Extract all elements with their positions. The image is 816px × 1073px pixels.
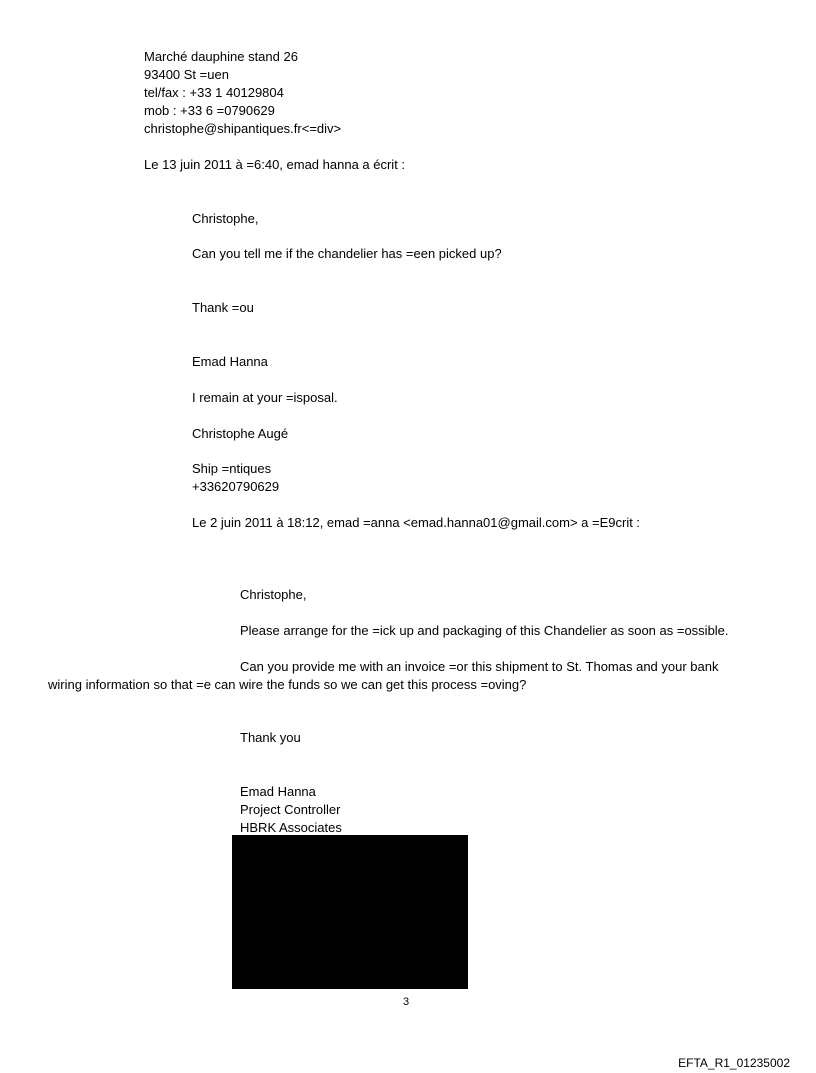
reply-header: Le 13 juin 2011 à =6:40, emad hanna a écrit : — [144, 157, 406, 172]
email2-paragraph2-line2: wiring information so that =e can wire the funds so we can get this process =oving? — [48, 677, 527, 692]
email2-greeting: Christophe, — [240, 587, 307, 602]
email1-company: Ship =ntiques — [192, 461, 272, 476]
address-line-2: 93400 St =uen — [144, 67, 229, 82]
email1-disposal: I remain at your =isposal. — [192, 390, 338, 405]
email1-phone: +33620790629 — [192, 479, 280, 494]
tel-fax: tel/fax : +33 1 40129804 — [144, 85, 284, 100]
email2-sender-name: Emad Hanna — [240, 784, 316, 799]
email1-reply-name: Christophe Augé — [192, 426, 289, 441]
email1-greeting: Christophe, — [192, 211, 259, 226]
email1-thanks: Thank =ou — [192, 300, 254, 315]
email-address: christophe@shipantiques.fr<=div> — [144, 121, 342, 136]
email2-paragraph1: Please arrange for the =ick up and packaging of this Chandelier as soon as =ossible. — [240, 623, 729, 638]
redaction-box — [232, 835, 468, 989]
address-line-1: Marché dauphine stand 26 — [144, 49, 298, 64]
email1-quote-header: Le 2 juin 2011 à 18:12, emad =anna <emad.hanna01@gmail.com> a =E9crit : — [192, 515, 641, 530]
email2-thanks: Thank you — [240, 730, 301, 745]
email1-sender-name: Emad Hanna — [192, 354, 268, 369]
mobile-number: mob : +33 6 =0790629 — [144, 103, 275, 118]
page-number: 3 — [403, 996, 410, 1008]
email2-paragraph2-line1: Can you provide me with an invoice =or this shipment to St. Thomas and your bank — [240, 659, 719, 674]
document-id: EFTA_R1_01235002 — [678, 1056, 790, 1070]
email2-sender-company: HBRK Associates — [240, 820, 342, 835]
email2-sender-title: Project Controller — [240, 802, 341, 817]
email1-body: Can you tell me if the chandelier has =een picked up? — [192, 246, 502, 261]
